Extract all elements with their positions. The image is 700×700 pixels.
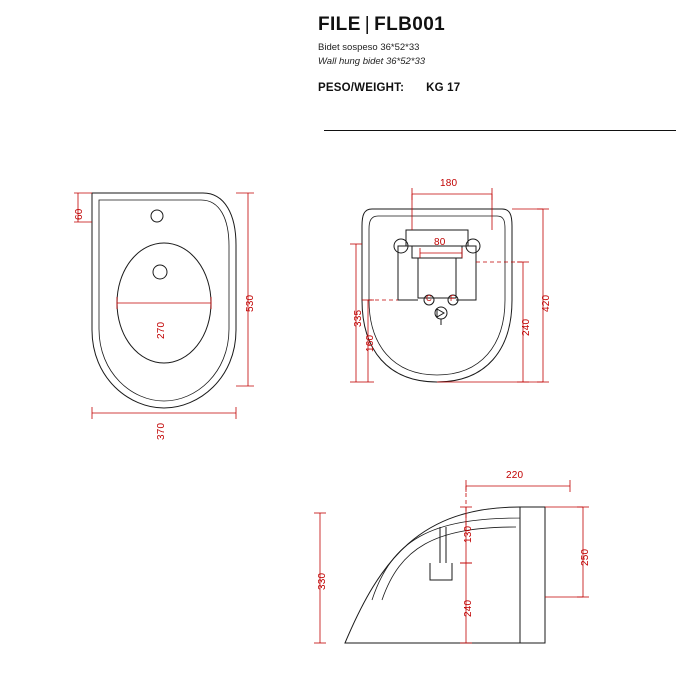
title-separator: | (364, 14, 371, 35)
dim-top-530: 530 (245, 294, 256, 312)
dim-side-330: 330 (317, 572, 328, 590)
dim-side-250: 250 (580, 548, 591, 566)
brand-name: FILE (318, 14, 361, 35)
dim-front-80: 80 (434, 237, 446, 248)
label-f: F (450, 294, 456, 303)
dim-front-160: 160 (365, 334, 376, 352)
dim-side-220: 220 (506, 470, 524, 481)
top-view-geometry (74, 193, 254, 419)
dim-side-130: 130 (463, 525, 474, 543)
label-c: C (426, 294, 432, 303)
dim-front-335: 335 (353, 309, 364, 327)
dim-top-60: 60 (74, 208, 85, 220)
dim-top-270: 270 (156, 321, 167, 339)
dim-front-240: 240 (521, 318, 532, 336)
side-section-geometry (314, 480, 589, 643)
description-english: Wall hung bidet 36*52*33 (318, 55, 426, 67)
dim-side-240: 240 (463, 599, 474, 617)
dim-front-180: 180 (440, 178, 458, 189)
product-code: FLB001 (374, 14, 446, 35)
dim-front-420: 420 (541, 294, 552, 312)
description-italian: Bidet sospeso 36*52*33 (318, 42, 420, 53)
weight-label: PESO/WEIGHT: (318, 81, 405, 94)
dim-top-370: 370 (156, 422, 167, 440)
weight-value: KG 17 (426, 81, 461, 94)
front-view-geometry (350, 188, 549, 382)
